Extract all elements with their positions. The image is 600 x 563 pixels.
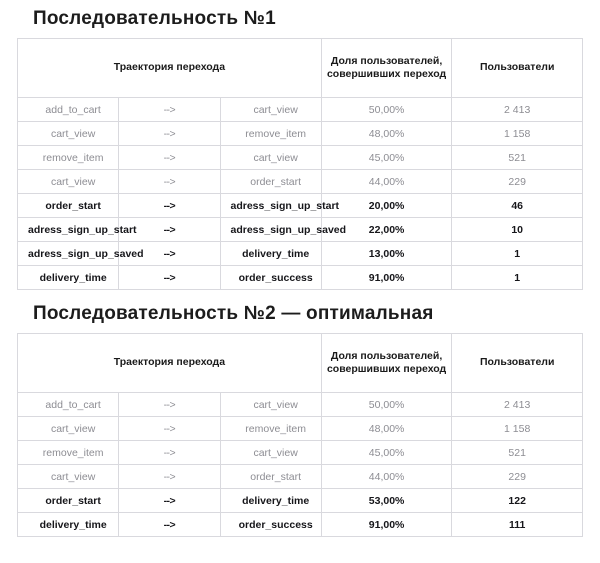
cell-users: 1 158	[452, 417, 583, 441]
arrow-icon: -->	[119, 218, 220, 242]
cell-share: 44,00%	[321, 465, 452, 489]
table-row	[18, 266, 583, 290]
table-row	[18, 242, 583, 266]
column-header-share: Доля пользователей, совершивших переход	[321, 39, 452, 98]
table-row	[18, 170, 583, 194]
cell-source-event: delivery_time	[18, 513, 119, 537]
section-sequence-2	[0, 303, 600, 537]
column-header-users: Пользователи	[452, 334, 583, 393]
cell-share: 44,00%	[321, 170, 452, 194]
cell-users: 229	[452, 170, 583, 194]
cell-users: 46	[452, 194, 583, 218]
column-header-share: Доля пользователей, совершивших переход	[321, 334, 452, 393]
cell-source-event: cart_view	[18, 122, 119, 146]
arrow-icon: -->	[119, 513, 220, 537]
cell-users: 10	[452, 218, 583, 242]
cell-share: 20,00%	[321, 194, 452, 218]
arrow-icon: -->	[119, 194, 220, 218]
cell-source-event: cart_view	[18, 170, 119, 194]
arrow-icon: -->	[119, 146, 220, 170]
table-body	[18, 98, 583, 290]
cell-users: 229	[452, 465, 583, 489]
cell-destination-event: delivery_time	[220, 242, 321, 266]
arrow-icon: -->	[119, 170, 220, 194]
cell-share: 45,00%	[321, 146, 452, 170]
arrow-icon: -->	[119, 465, 220, 489]
cell-share: 13,00%	[321, 242, 452, 266]
cell-source-event: remove_item	[18, 441, 119, 465]
table-row	[18, 98, 583, 122]
table-row	[18, 146, 583, 170]
cell-source-event: order_start	[18, 489, 119, 513]
column-header-trajectory: Траектория перехода	[18, 39, 322, 98]
table-row	[18, 441, 583, 465]
arrow-icon: -->	[119, 122, 220, 146]
cell-share: 45,00%	[321, 441, 452, 465]
cell-destination-event: adress_sign_up_start	[220, 194, 321, 218]
cell-source-event: adress_sign_up_saved	[18, 242, 119, 266]
cell-share: 91,00%	[321, 266, 452, 290]
cell-share: 91,00%	[321, 513, 452, 537]
table-header-row	[18, 39, 583, 98]
cell-destination-event: delivery_time	[220, 489, 321, 513]
cell-destination-event: adress_sign_up_saved	[220, 218, 321, 242]
cell-share: 22,00%	[321, 218, 452, 242]
page-title: Последовательность №1	[33, 8, 276, 29]
cell-destination-event: cart_view	[220, 98, 321, 122]
cell-source-event: add_to_cart	[18, 98, 119, 122]
table-row	[18, 513, 583, 537]
cell-share: 50,00%	[321, 393, 452, 417]
cell-destination-event: order_success	[220, 513, 321, 537]
cell-source-event: order_start	[18, 194, 119, 218]
page-title-2: Последовательность №2 — оптимальная	[33, 303, 434, 324]
cell-destination-event: cart_view	[220, 441, 321, 465]
cell-source-event: remove_item	[18, 146, 119, 170]
cell-destination-event: order_success	[220, 266, 321, 290]
cell-share: 53,00%	[321, 489, 452, 513]
table-row	[18, 393, 583, 417]
cell-users: 521	[452, 146, 583, 170]
cell-source-event: add_to_cart	[18, 393, 119, 417]
cell-destination-event: remove_item	[220, 122, 321, 146]
cell-destination-event: order_start	[220, 170, 321, 194]
arrow-icon: -->	[119, 98, 220, 122]
table-body	[18, 393, 583, 537]
table-row	[18, 489, 583, 513]
arrow-icon: -->	[119, 441, 220, 465]
cell-destination-event: cart_view	[220, 146, 321, 170]
cell-destination-event: order_start	[220, 465, 321, 489]
table-row	[18, 194, 583, 218]
cell-users: 111	[452, 513, 583, 537]
table-header	[18, 334, 583, 393]
cell-source-event: cart_view	[18, 465, 119, 489]
cell-source-event: cart_view	[18, 417, 119, 441]
cell-source-event: delivery_time	[18, 266, 119, 290]
cell-share: 50,00%	[321, 98, 452, 122]
cell-users: 2 413	[452, 98, 583, 122]
table-row	[18, 417, 583, 441]
cell-destination-event: cart_view	[220, 393, 321, 417]
cell-destination-event: remove_item	[220, 417, 321, 441]
cell-source-event: adress_sign_up_start	[18, 218, 119, 242]
transition-table-2	[17, 333, 583, 537]
cell-users: 1	[452, 242, 583, 266]
cell-users: 521	[452, 441, 583, 465]
table-row	[18, 218, 583, 242]
arrow-icon: -->	[119, 266, 220, 290]
arrow-icon: -->	[119, 393, 220, 417]
cell-share: 48,00%	[321, 417, 452, 441]
table-row	[18, 122, 583, 146]
cell-users: 1 158	[452, 122, 583, 146]
section-sequence-1	[0, 8, 600, 290]
arrow-icon: -->	[119, 489, 220, 513]
transition-table-1	[17, 38, 583, 290]
table-header-row	[18, 334, 583, 393]
arrow-icon: -->	[119, 242, 220, 266]
table-row	[18, 465, 583, 489]
cell-share: 48,00%	[321, 122, 452, 146]
cell-users: 122	[452, 489, 583, 513]
cell-users: 2 413	[452, 393, 583, 417]
column-header-users: Пользователи	[452, 39, 583, 98]
arrow-icon: -->	[119, 417, 220, 441]
column-header-trajectory: Траектория перехода	[18, 334, 322, 393]
cell-users: 1	[452, 266, 583, 290]
table-header	[18, 39, 583, 98]
